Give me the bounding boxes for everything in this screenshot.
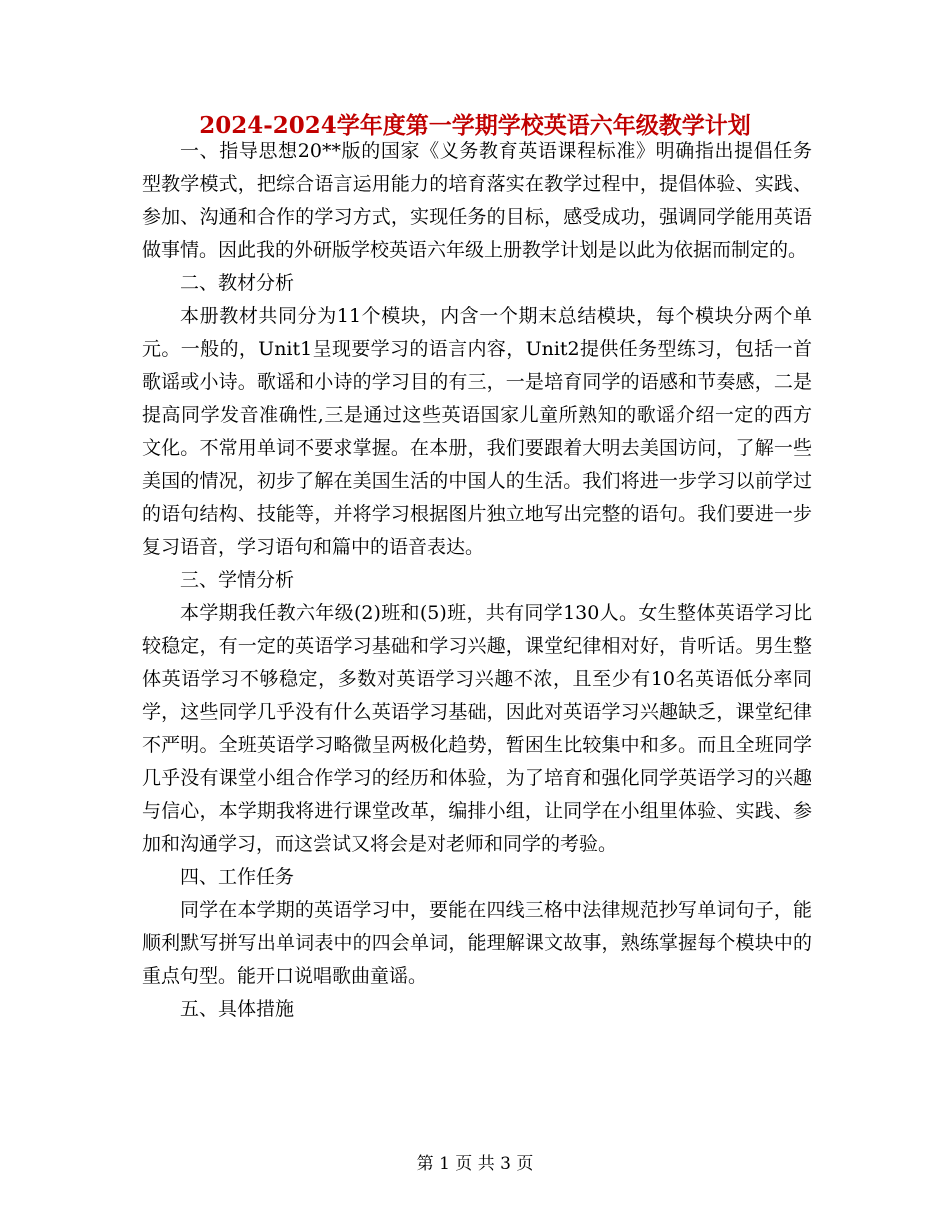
page-title: 2024-2024学年度第一学期学校英语六年级教学计划 bbox=[199, 112, 751, 139]
section-heading-specific-measures: 五、具体措施 bbox=[180, 998, 295, 1020]
section-heading-work-tasks: 四、工作任务 bbox=[180, 866, 295, 888]
paragraph-student-analysis: 本学期我任教六年级(2)班和(5)班，共有同学130人。女生整体英语学习比较稳定，有一定的英语学习基础和学习兴趣，课堂纪律相对好，肯听话。男生整体英语学习不够稳定，多数对英语学习兴趣不浓，且至少有10名英语低分率同学，这些同学几乎没有什么英语学习基础，因此对英语学习兴趣缺乏，课堂纪律不严明。全班英语学习略微呈两极化趋势，暂困生比较集中和多。而且全班同学几乎没有课堂小组合作学习的经历和体验，为了培育和强化同学英语学习的兴趣与信心，本学期我将进行课堂改革，编排小组，让同学在小组里体验、实践、参加和沟通学习，而这尝试又将会是对老师和同学的考验。 bbox=[142, 602, 812, 855]
paragraph-work-tasks: 同学在本学期的英语学习中，要能在四线三格中法律规范抄写单词句子，能顺利默写拼写出单词表中的四会单词，能理解课文故事，熟练掌握每个模块中的重点句型。能开口说唱歌曲童谣。 bbox=[142, 899, 812, 987]
section-heading-textbook-analysis: 二、教材分析 bbox=[180, 272, 295, 294]
paragraph-textbook-analysis: 本册教材共同分为11个模块，内含一个期末总结模块，每个模块分两个单元。一般的，Unit1呈现要学习的语言内容，Unit2提供任务型练习，包括一首歌谣或小诗。歌谣和小诗的学习目的有三，一是培育同学的语感和节奏感，二是提高同学发音准确性,三是通过这些英语国家儿童所熟知的歌谣介绍一定的西方文化。不常用单词不要求掌握。在本册，我们要跟着大明去美国访问，了解一些美国的情况，初步了解在美国生活的中国人的生活。我们将进一步学习以前学过的语句结构、技能等，并将学习根据图片独立地写出完整的语句。我们要进一步复习语音，学习语句和篇中的语音表达。 bbox=[142, 305, 812, 558]
page-footer: 第 1 页 共 3 页 bbox=[416, 1154, 534, 1174]
document-body bbox=[142, 135, 812, 1026]
paragraph-guiding-ideology: 一、指导思想20**版的国家《义务教育英语课程标准》明确指出提倡任务型教学模式，把综合语言运用能力的培育落实在教学过程中，提倡体验、实践、参加、沟通和合作的学习方式，实现任务的目标，感受成功，强调同学能用英语做事情。因此我的外研版学校英语六年级上册教学计划是以此为依据而制定的。 bbox=[142, 140, 812, 261]
section-heading-student-analysis: 三、学情分析 bbox=[180, 569, 295, 591]
